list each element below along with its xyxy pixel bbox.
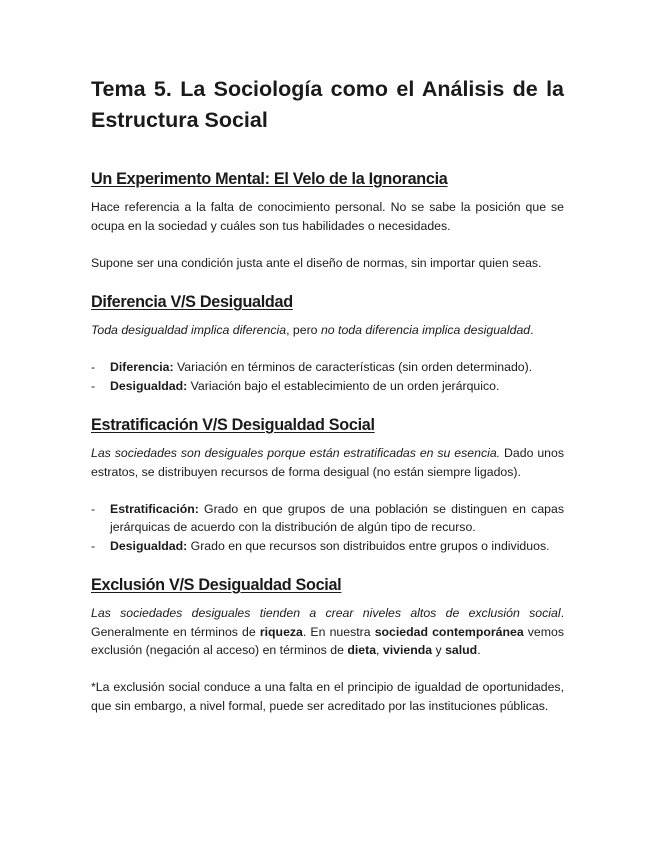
footnote-paragraph: *La exclusión social conduce a una falta en el principio de igualdad de oportunidades, que sin embargo, a nivel formal, puede ser acreditado por las instituciones públicas. [91,680,564,713]
bold-text: dieta [347,643,377,657]
text: , [376,643,383,657]
term: Estratificación: [110,501,199,516]
italic-text: Las sociedades son desiguales porque están estratificadas en su esencia. [91,446,501,460]
paragraph [91,604,564,660]
page-title: Tema 5. La Sociología como el Análisis de la Estructura Social [91,77,564,132]
bold-text: salud [445,643,478,657]
italic-text: Las sociedades desiguales tienden a crear niveles altos de exclusión social [91,606,561,620]
paragraph: Supone ser una condición justa ante el diseño de normas, sin importar quien seas. [91,255,542,270]
section-heading: Exclusión V/S Desigualdad Social [91,576,342,594]
term: Diferencia: [110,360,174,374]
text: . Generalmente en términos de [91,606,564,639]
text: Dado unos estratos, se distribuyen recursos de forma desigual (no están siempre ligados). [91,446,564,479]
definition: Variación bajo el establecimiento de un orden jerárquico. [187,378,500,393]
bold-text: riqueza [259,624,303,639]
list-item [91,500,564,537]
section-difference-vs-inequality [91,291,564,395]
paragraph: Hace referencia a la falta de conocimiento personal. No se sabe la posición que se ocupa en la sociedad y cuáles son tus habilidades o necesidades. [91,200,564,233]
list-item [91,537,564,556]
section-stratification-vs-inequality [91,414,564,555]
text: , pero [286,323,321,337]
list-item [91,377,564,396]
section-veil-of-ignorance [91,168,564,272]
section-heading: Diferencia V/S Desigualdad [91,293,293,311]
term: Desigualdad: [110,538,188,553]
bold-text: vivienda [382,643,433,657]
text: y [432,643,446,657]
definition: Grado en que recursos son distribuidos entre grupos o individuos. [187,538,550,553]
bold-text: sociedad contemporánea [374,624,524,639]
text: vemos exclusión (negación al acceso) en términos de [91,624,564,657]
text: . [530,323,534,337]
text: . [477,643,481,657]
paragraph [91,321,564,340]
section-heading: Estratificación V/S Desigualdad Social [91,416,375,434]
list-item [91,358,564,377]
paragraph [91,444,564,481]
text: . En nuestra [302,624,375,639]
term: Desigualdad: [110,378,188,393]
section-exclusion-vs-inequality [91,574,564,715]
definition-list [91,358,564,395]
italic-text: no toda diferencia implica desigualdad [320,323,531,337]
definition-list [91,500,564,556]
section-heading: Un Experimento Mental: El Velo de la Ignorancia [91,170,448,188]
definition: Grado en que grupos de una población se distinguen en capas jerárquicas de acuerdo con la distribución de algún tipo de recurso. [110,501,564,534]
italic-text: Toda desigualdad implica diferencia [91,323,287,337]
definition: Variación en términos de características (sin orden determinado). [173,360,533,374]
